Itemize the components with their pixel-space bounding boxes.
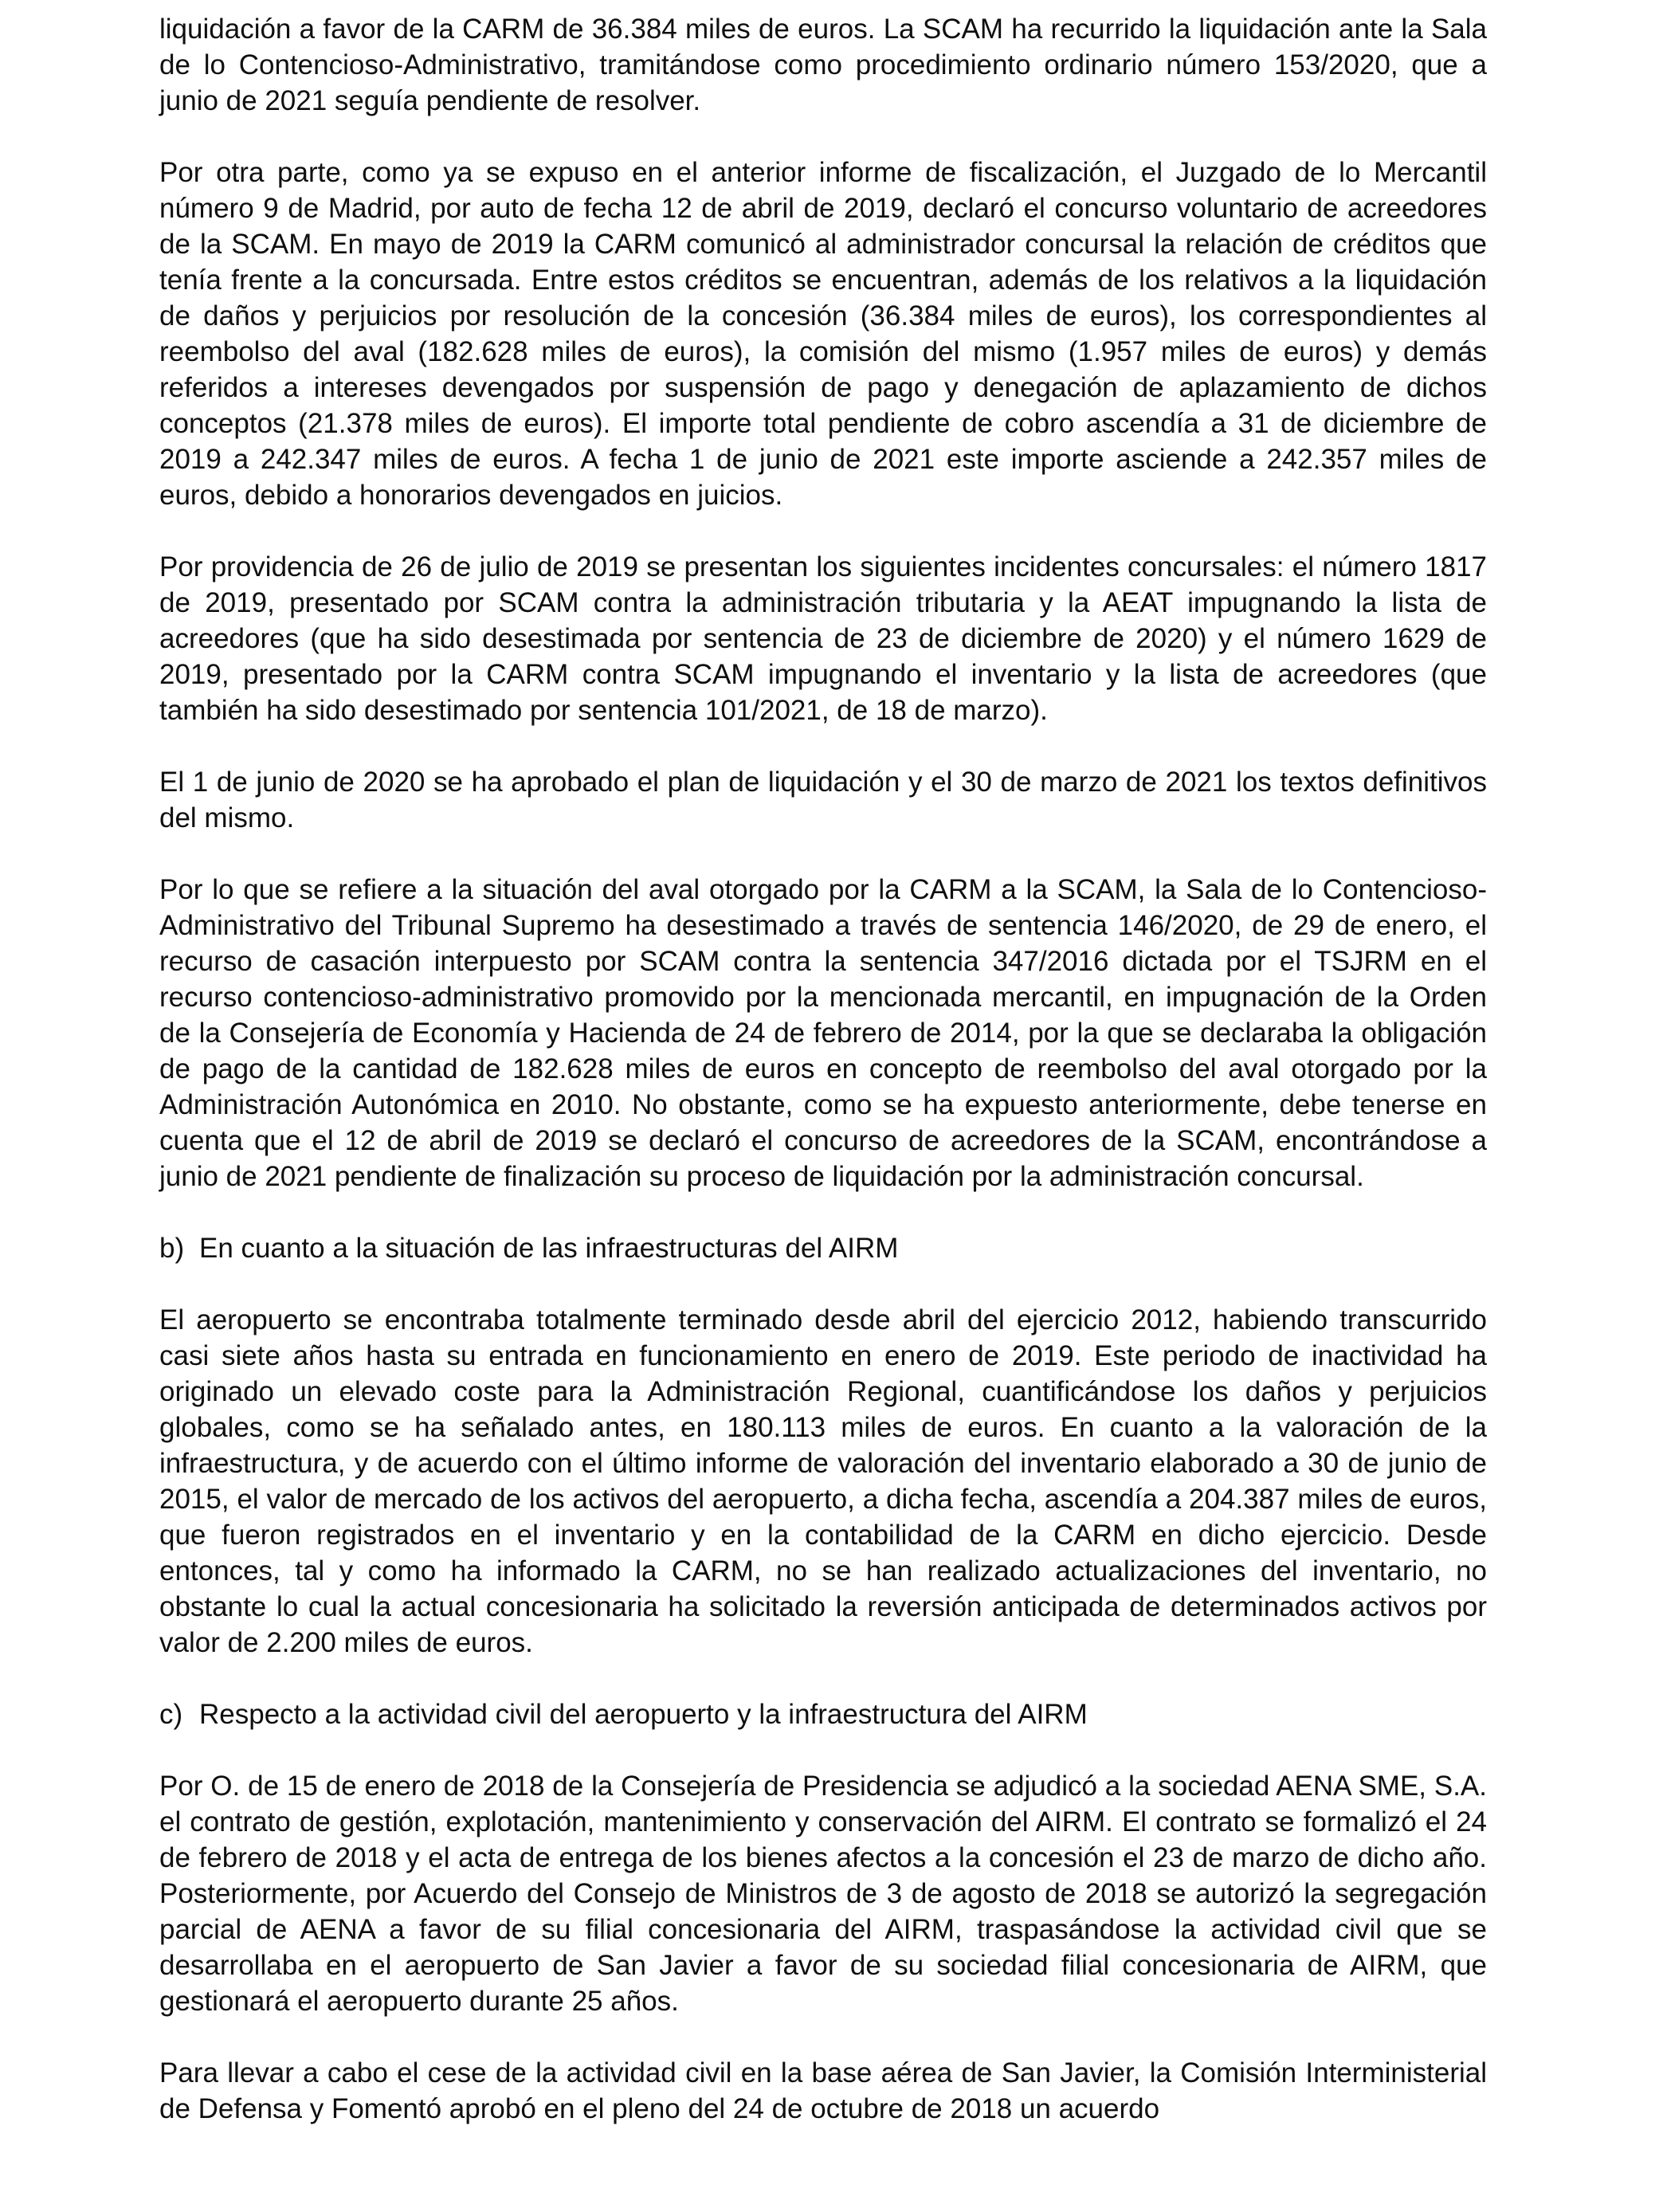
paragraph-infraestructuras: El aeropuerto se encontraba totalmente terminado desde abril del ejercicio 2012, habiendo transcurrido casi siete años hasta su entrada en funcionamiento en enero de 2019. Este periodo de inactividad ha originado un elevado coste para la Administración Regional, cuantificándose los daños y perjuicios globales, como se ha señalado antes, en 180.113 miles de euros. En cuanto a la valoración de la infraestructura, y de acuerdo con el último informe de valoración del inventario elaborado a 30 de junio de 2015, el valor de mercado de los activos del aeropuerto, a dicha fecha, ascendía a 204.387 miles de euros, que fueron registrados en el inventario y en la contabilidad de la CARM en dicho ejercicio. Desde entonces, tal y como ha informado la CARM, no se han realizado actualizaciones del inventario, no obstante lo cual la actual concesionaria ha solicitado la reversión anticipada de determinados activos por valor de 2.200 miles de euros. [159,1304,1487,1658]
paragraph-concurso-acreedores: Por otra parte, como ya se expuso en el anterior informe de fiscalización, el Juzgado de lo Mercantil número 9 de Madrid, por auto de fecha 12 de abril de 2019, declaró el concurso voluntario de acreedores de la SCAM. En mayo de 2019 la CARM comunicó al administrador concursal la relación de créditos que tenía frente a la concursada. Entre estos créditos se encuentran, además de los relativos a la liquidación de daños y perjuicios por resolución de la concesión (36.384 miles de euros), los correspondientes al reembolso del aval (182.628 miles de euros), la comisión del mismo (1.957 miles de euros) y demás referidos a intereses devengados por suspensión de pago y denegación de aplazamiento de dichos conceptos (21.378 miles de euros). El importe total pendiente de cobro ascendía a 31 de diciembre de 2019 a 242.347 miles de euros. A fecha 1 de junio de 2021 este importe asciende a 242.357 miles de euros, debido a honorarios devengados en juicios. [159,157,1487,511]
section-title-c: Respecto a la actividad civil del aeropuerto y la infraestructura del AIRM [199,1699,1088,1730]
section-title-b: En cuanto a la situación de las infraestructuras del AIRM [199,1233,899,1264]
section-heading-b [159,1230,1487,1266]
paragraph-adjudicacion-aena: Por O. de 15 de enero de 2018 de la Consejería de Presidencia se adjudicó a la sociedad AENA SME, S.A. el contrato de gestión, explotación, mantenimiento y conservación del AIRM. El contrato se formalizó el 24 de febrero de 2018 y el acta de entrega de los bienes afectos a la concesión el 23 de marzo de dicho año. Posteriormente, por Acuerdo del Consejo de Ministros de 3 de agosto de 2018 se autorizó la segregación parcial de AENA a favor de su filial concesionaria del AIRM, traspasándose la actividad civil que se desarrollaba en el aeropuerto de San Javier a favor de su sociedad filial concesionaria de AIRM, que gestionará el aeropuerto durante 25 años. [159,1771,1487,2017]
document-page [159,11,1487,2163]
section-heading-c [159,1696,1487,1732]
section-marker-b: b) [159,1233,185,1264]
paragraph-incidentes-concursales: Por providencia de 26 de julio de 2019 se presentan los siguientes incidentes concursales: el número 1817 de 2019, presentado por SCAM contra la administración tributaria y la AEAT impugnando la lista de acreedores (que ha sido desestimada por sentencia de 23 de diciembre de 2020) y el número 1629 de 2019, presentado por la CARM contra SCAM impugnando el inventario y la lista de acreedores (que también ha sido desestimado por sentencia 101/2021, de 18 de marzo). [159,551,1487,726]
paragraph-cese-actividad-civil: Para llevar a cabo el cese de la actividad civil en la base aérea de San Javier, la Comisión Interministerial de Defensa y Fomentó aprobó en el pleno del 24 de octubre de 2018 un acuerdo [159,2057,1487,2124]
paragraph-liquidacion-scam: liquidación a favor de la CARM de 36.384 miles de euros. La SCAM ha recurrido la liquidación ante la Sala de lo Contencioso-Administrativo, tramitándose como procedimiento ordinario número 153/2020, que a junio de 2021 seguía pendiente de resolver. [159,14,1487,116]
paragraph-plan-liquidacion: El 1 de junio de 2020 se ha aprobado el plan de liquidación y el 30 de marzo de 2021 los textos definitivos del mismo. [159,767,1487,833]
section-marker-c: c) [159,1699,183,1730]
paragraph-situacion-aval: Por lo que se refiere a la situación del aval otorgado por la CARM a la SCAM, la Sala de lo Contencioso-Administrativo del Tribunal Supremo ha desestimado a través de sentencia 146/2020, de 29 de enero, el recurso de casación interpuesto por SCAM contra la sentencia 347/2016 dictada por el TSJRM en el recurso contencioso-administrativo promovido por la mencionada mercantil, en impugnación de la Orden de la Consejería de Economía y Hacienda de 24 de febrero de 2014, por la que se declaraba la obligación de pago de la cantidad de 182.628 miles de euros en concepto de reembolso del aval otorgado por la Administración Autonómica en 2010. No obstante, como se ha expuesto anteriormente, debe tenerse en cuenta que el 12 de abril de 2019 se declaró el concurso de acreedores de la SCAM, encontrándose a junio de 2021 pendiente de finalización su proceso de liquidación por la administración concursal. [159,874,1487,1192]
